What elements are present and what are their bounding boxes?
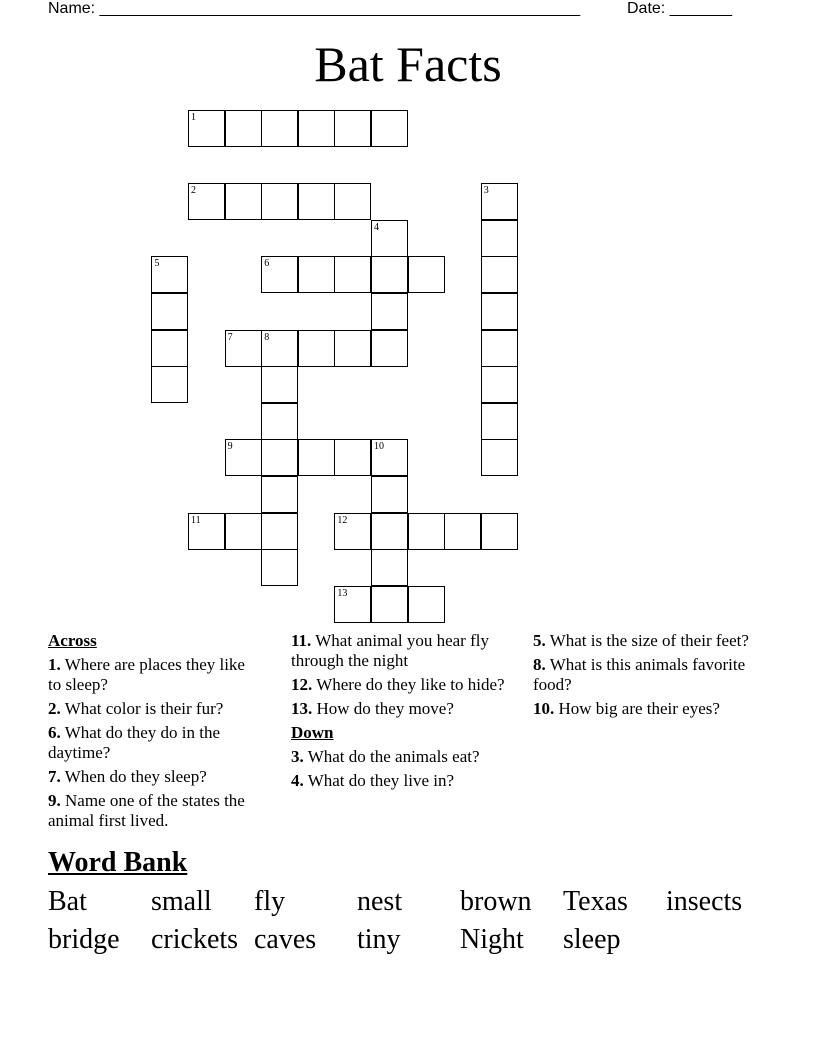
word-bank-word: Bat <box>48 886 87 917</box>
word-bank-title: Word Bank <box>48 847 188 878</box>
clue-item-number: 1. <box>48 655 61 674</box>
crossword-cell[interactable] <box>261 549 298 586</box>
word-bank-word: Texas <box>563 886 628 917</box>
clue-number: 3 <box>483 185 489 197</box>
clue-item-text: Where do they like to hide? <box>312 675 505 694</box>
crossword-cell[interactable] <box>371 513 408 550</box>
word-bank-word: insects <box>666 886 743 917</box>
clue-item-text: How big are their eyes? <box>554 699 720 718</box>
crossword-cell[interactable] <box>261 110 298 147</box>
clue-item <box>291 747 506 767</box>
clue-item-text: What do the animals eat? <box>303 747 480 766</box>
clue-item <box>48 767 260 787</box>
crossword-cell[interactable] <box>334 256 371 293</box>
clue-item <box>48 791 260 831</box>
crossword-cell[interactable] <box>408 256 445 293</box>
crossword-cell[interactable] <box>261 476 298 513</box>
clue-item <box>533 631 768 651</box>
crossword-cell[interactable] <box>481 256 518 293</box>
clue-item-number: 3. <box>291 747 304 766</box>
clue-item-number: 9. <box>48 791 61 810</box>
clue-item-number: 12. <box>291 675 313 694</box>
word-bank-word: sleep <box>563 924 621 955</box>
clue-item-number: 8. <box>533 655 546 674</box>
clue-number: 8 <box>264 331 270 343</box>
clue-number: 13 <box>337 587 348 599</box>
down-heading: Down <box>291 723 334 742</box>
crossword-cell[interactable] <box>481 403 518 440</box>
crossword-cell[interactable] <box>261 183 298 220</box>
word-bank-word: brown <box>460 886 532 917</box>
crossword-cell[interactable] <box>444 513 481 550</box>
clue-item-number: 7. <box>48 767 61 786</box>
crossword-cell[interactable] <box>371 549 408 586</box>
crossword-cell[interactable] <box>298 330 335 367</box>
clue-item <box>533 699 768 719</box>
crossword-cell[interactable] <box>298 439 335 476</box>
clues-column-3 <box>533 631 768 723</box>
clue-item <box>291 675 506 695</box>
crossword-cell[interactable] <box>481 439 518 476</box>
word-bank-word: Night <box>460 924 524 955</box>
crossword-cell[interactable] <box>298 256 335 293</box>
clue-item-number: 2. <box>48 699 61 718</box>
word-bank-word: fly <box>254 886 286 917</box>
crossword-cell[interactable] <box>298 183 335 220</box>
crossword-cell[interactable] <box>298 110 335 147</box>
clue-item-text: What color is their fur? <box>60 699 224 718</box>
clue-number: 2 <box>191 185 196 197</box>
clue-item <box>291 771 506 791</box>
clue-item-number: 13. <box>291 699 313 718</box>
clue-item-number: 6. <box>48 723 61 742</box>
date-field: Date: _______ <box>627 0 732 17</box>
clue-item-number: 11. <box>291 631 312 650</box>
clue-number: 1 <box>191 112 196 123</box>
crossword-cell[interactable] <box>408 586 445 623</box>
crossword-cell[interactable] <box>334 110 371 147</box>
clue-number: 5 <box>154 258 160 270</box>
crossword-cell[interactable] <box>151 330 188 367</box>
clue-item-text: What is this animals favorite food? <box>533 655 746 694</box>
across-heading: Across <box>48 631 97 650</box>
crossword-cell[interactable] <box>371 293 408 330</box>
clue-item-number: 4. <box>291 771 304 790</box>
crossword-cell[interactable] <box>261 366 298 403</box>
word-bank-word: tiny <box>357 924 401 955</box>
clue-number: 6 <box>264 258 270 270</box>
clue-item-text: Name one of the states the animal first lived. <box>48 791 245 830</box>
crossword-cell[interactable] <box>151 293 188 330</box>
crossword-cell[interactable] <box>371 330 408 367</box>
word-bank-word: small <box>151 886 212 917</box>
crossword-cell[interactable] <box>408 513 445 550</box>
page-title: Bat Facts <box>314 36 502 92</box>
clue-number: 7 <box>227 331 233 343</box>
clue-item-text: What do they do in the daytime? <box>48 723 221 762</box>
clue-item-text: When do they sleep? <box>60 767 207 786</box>
word-bank-word: nest <box>357 886 403 917</box>
clue-item-text: Where are places they like to sleep? <box>48 655 245 694</box>
crossword-cell[interactable] <box>371 110 408 147</box>
crossword-cell[interactable] <box>371 476 408 513</box>
clue-item-number: 10. <box>533 699 555 718</box>
clue-number: 4 <box>374 221 379 233</box>
crossword-cell[interactable] <box>225 183 262 220</box>
clues-column-1 <box>48 631 260 835</box>
clue-number: 12 <box>337 514 348 526</box>
crossword-cell[interactable] <box>334 183 371 220</box>
clue-number: 10 <box>374 441 384 453</box>
crossword-cell[interactable] <box>261 403 298 440</box>
clue-number: 11 <box>191 514 201 526</box>
crossword-cell[interactable] <box>371 256 408 293</box>
crossword-cell[interactable] <box>225 110 262 147</box>
word-bank-word: caves <box>254 924 317 955</box>
clue-item-number: 5. <box>533 631 546 650</box>
name-field: Name: ______________________________________________________ <box>48 0 581 17</box>
clue-item <box>291 699 506 719</box>
crossword-cell[interactable] <box>261 513 298 550</box>
clue-item <box>48 655 260 695</box>
crossword-cell[interactable] <box>481 366 518 403</box>
clue-item <box>533 655 768 695</box>
crossword-cell[interactable] <box>261 439 298 476</box>
crossword-cell[interactable] <box>481 293 518 330</box>
word-bank-word: crickets <box>151 924 239 955</box>
clue-number: 9 <box>227 441 233 453</box>
clue-item-text: What do they live in? <box>303 771 455 790</box>
crossword-cell[interactable] <box>371 586 408 623</box>
clue-item <box>48 723 260 763</box>
clue-item-text: How do they move? <box>312 699 454 718</box>
clue-item-text: What is the size of their feet? <box>545 631 749 650</box>
crossword-cell[interactable] <box>481 330 518 367</box>
clue-item <box>48 699 260 719</box>
clues-column-2 <box>291 631 506 795</box>
crossword-cell[interactable] <box>334 330 371 367</box>
crossword-cell[interactable] <box>225 513 262 550</box>
word-bank-word: bridge <box>48 924 120 955</box>
crossword-cell[interactable] <box>481 220 518 257</box>
crossword-cell[interactable] <box>151 366 188 403</box>
clue-item-text: What animal you hear fly through the night <box>291 631 489 670</box>
crossword-cell[interactable] <box>481 513 518 550</box>
crossword-cell[interactable] <box>334 439 371 476</box>
clue-item <box>291 631 506 671</box>
